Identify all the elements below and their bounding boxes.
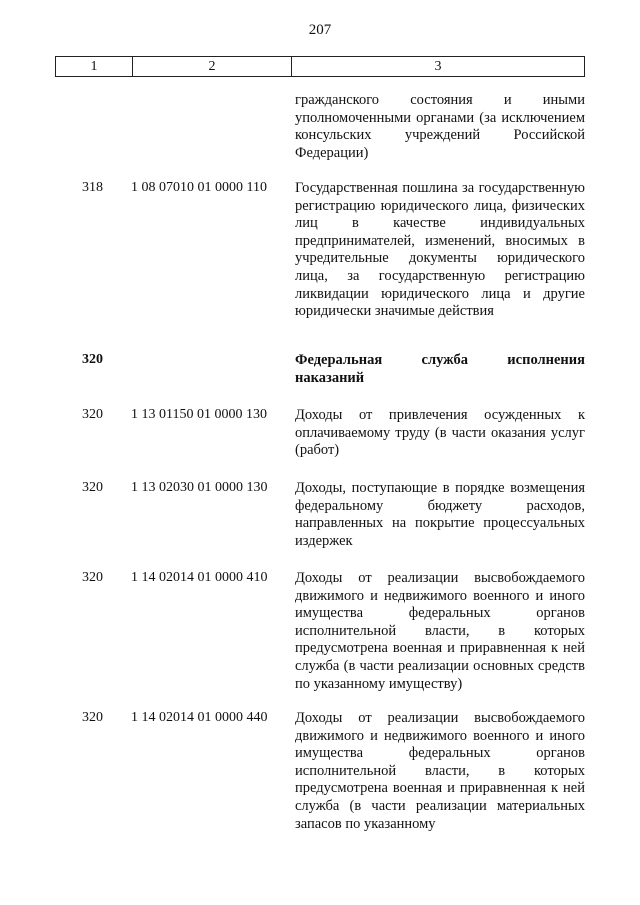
row-number: 320 xyxy=(82,710,103,725)
budget-code: 1 08 07010 01 0000 110 xyxy=(131,180,267,195)
column-header-1: 1 xyxy=(56,57,133,76)
budget-code: 1 13 02030 01 0000 130 xyxy=(131,480,268,495)
section-title: Федеральная служба исполнения наказаний xyxy=(295,352,585,386)
row-description: Доходы, поступающие в порядке возмещения федеральному бюджету расходов, направленных на покрытие процессуальных издержек xyxy=(295,480,585,549)
continuation-text: гражданского состояния и иными уполномоченными органами (за исключением консульских учреждений Российской Федерации) xyxy=(295,92,585,161)
row-description: Государственная пошлина за государственную регистрацию юридического лица, физических лиц в качестве индивидуальных предпринимателей, изменений, вносимых в учредительные документы юридического лица, за государственную регистрацию ликвидации юридического лица и другие юридически значимые действия xyxy=(295,180,585,320)
table-header xyxy=(55,56,585,77)
row-number: 320 xyxy=(82,570,103,585)
row-number: 320 xyxy=(82,352,103,367)
row-number: 320 xyxy=(82,480,103,495)
row-description: Доходы от реализации высвобождаемого движимого и недвижимого военного и иного имущества федеральных органов исполнительной власти, в которых предусмотрена военная и приравненная к ней служба (в части реализации материальных запасов по указанному xyxy=(295,710,585,832)
column-header-2: 2 xyxy=(133,57,292,76)
row-number: 320 xyxy=(82,407,103,422)
page-number: 207 xyxy=(308,22,332,38)
row-number: 318 xyxy=(82,180,103,195)
row-description: Доходы от привлечения осужденных к оплачиваемому труду (в части оказания услуг (работ) xyxy=(295,407,585,459)
budget-code: 1 14 02014 01 0000 440 xyxy=(131,710,268,725)
row-description: Доходы от реализации высвобождаемого движимого и недвижимого военного и иного имущества федеральных органов исполнительной власти, в которых предусмотрена военная и приравненная к ней служба (в части реализации основных средств по указанному имуществу) xyxy=(295,570,585,692)
budget-code: 1 13 01150 01 0000 130 xyxy=(131,407,267,422)
budget-code: 1 14 02014 01 0000 410 xyxy=(131,570,268,585)
column-header-3: 3 xyxy=(434,59,442,74)
